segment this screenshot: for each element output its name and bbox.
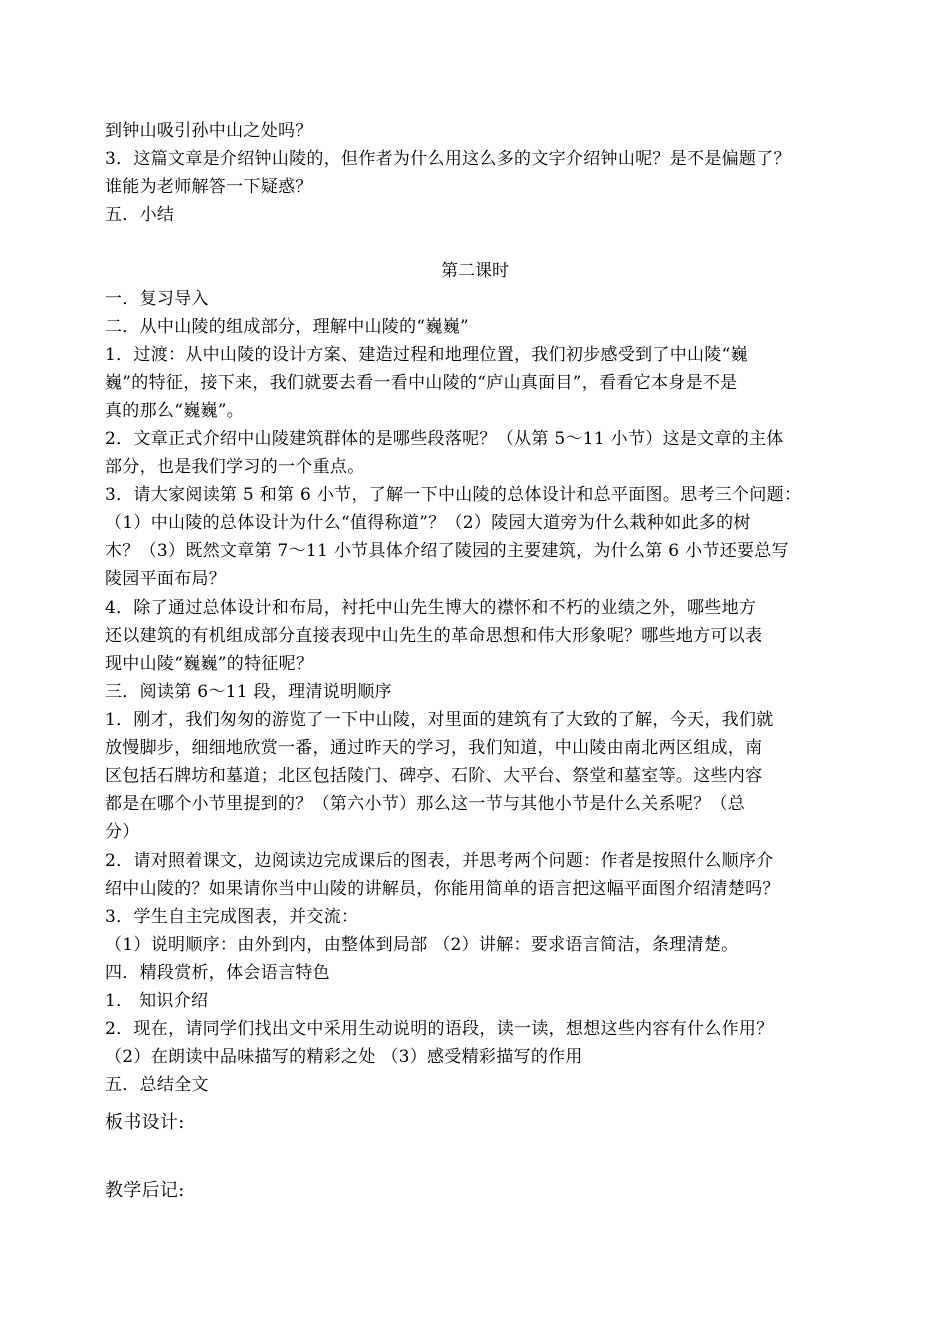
text-line: 木？（3）既然文章第 7～11 小节具体介绍了陵园的主要建筑，为什么第 6 小节还要总写 — [105, 541, 789, 561]
text-line: 4．除了通过总体设计和布局，衬托中山先生博大的襟怀和不朽的业绩之外，哪些地方 — [105, 598, 757, 618]
text-line: 谁能为老师解答一下疑惑？ — [105, 177, 313, 197]
section-heading: 一．复习导入 — [105, 289, 209, 309]
text-line: 部分，也是我们学习的一个重点。 — [105, 457, 365, 477]
lesson-title: 第二课时 — [441, 261, 509, 281]
text-line: 真的那么“巍巍”。 — [105, 401, 245, 421]
text-line: 区包括石牌坊和墓道；北区包括陵门、碑亭、石阶、大平台、祭堂和墓室等。这些内容 — [105, 766, 763, 786]
text-line: 陵园平面布局？ — [105, 569, 227, 589]
text-line: 1．过渡：从中山陵的设计方案、建造过程和地理位置，我们初步感受到了中山陵“巍 — [105, 345, 748, 365]
text-line: 都是在哪个小节里提到的？（第六小节）那么这一节与其他小节是什么关系呢？（总 — [105, 794, 746, 814]
text-line: 分） — [105, 822, 140, 842]
text-line: 巍”的特征，接下来，我们就要去看一看中山陵的“庐山真面目”，看看它本身是不是 — [105, 373, 738, 393]
text-line: 到钟山吸引孙中山之处吗？ — [105, 121, 313, 141]
section-heading: 四．精段赏析，体会语言特色 — [105, 963, 330, 983]
text-line: 绍中山陵的？如果请你当中山陵的讲解员，你能用简单的语言把这幅平面图介绍清楚吗？ — [105, 879, 780, 899]
text-line: 2．现在，请同学们找出文中采用生动说明的语段，读一读，想想这些内容有什么作用？ — [105, 1019, 774, 1039]
section-heading: 五．小结 — [105, 205, 175, 225]
text-line: 放慢脚步，细细地欣赏一番，通过昨天的学习，我们知道，中山陵由南北两区组成，南 — [105, 738, 763, 758]
section-heading: 三．阅读第 6～11 段，理清说明顺序 — [105, 682, 392, 702]
text-line: （2）在朗读中品味描写的精彩之处 （3）感受精彩描写的作用 — [105, 1047, 583, 1067]
text-line: 3．请大家阅读第 5 和第 6 小节，了解一下中山陵的总体设计和总平面图。思考三个问题： — [105, 485, 802, 505]
text-line: 1． 知识介绍 — [105, 991, 209, 1011]
text-line: （1）中山陵的总体设计为什么“值得称道”？（2）陵园大道旁为什么栽种如此多的树 — [105, 513, 751, 533]
teaching-notes-label: 教学后记: — [105, 1180, 185, 1201]
section-heading: 五．总结全文 — [105, 1075, 209, 1095]
text-line: （1）说明顺序：由外到内，由整体到局部 （2）讲解：要求语言简洁，条理清楚。 — [105, 935, 739, 955]
board-design-label: 板书设计: — [105, 1112, 185, 1133]
text-line: 2．文章正式介绍中山陵建筑群体的是哪些段落呢？（从第 5～11 小节）这是文章的主体 — [105, 429, 784, 449]
text-line: 2．请对照着课文，边阅读边完成课后的图表，并思考两个问题：作者是按照什么顺序介 — [105, 851, 774, 871]
text-line: 现中山陵“巍巍”的特征呢？ — [105, 654, 314, 674]
text-line: 还以建筑的有机组成部分直接表现中山先生的革命思想和伟大形象呢？哪些地方可以表 — [105, 626, 763, 646]
text-line: 3．这篇文章是介绍钟山陵的，但作者为什么用这么多的文字介绍钟山呢？是不是偏题了？ — [105, 149, 791, 169]
text-line: 3．学生自主完成图表，并交流： — [105, 907, 359, 927]
text-line: 1．刚才，我们匆匆的游览了一下中山陵，对里面的建筑有了大致的了解，今天，我们就 — [105, 710, 774, 730]
section-heading: 二．从中山陵的组成部分，理解中山陵的“巍巍” — [105, 317, 469, 337]
